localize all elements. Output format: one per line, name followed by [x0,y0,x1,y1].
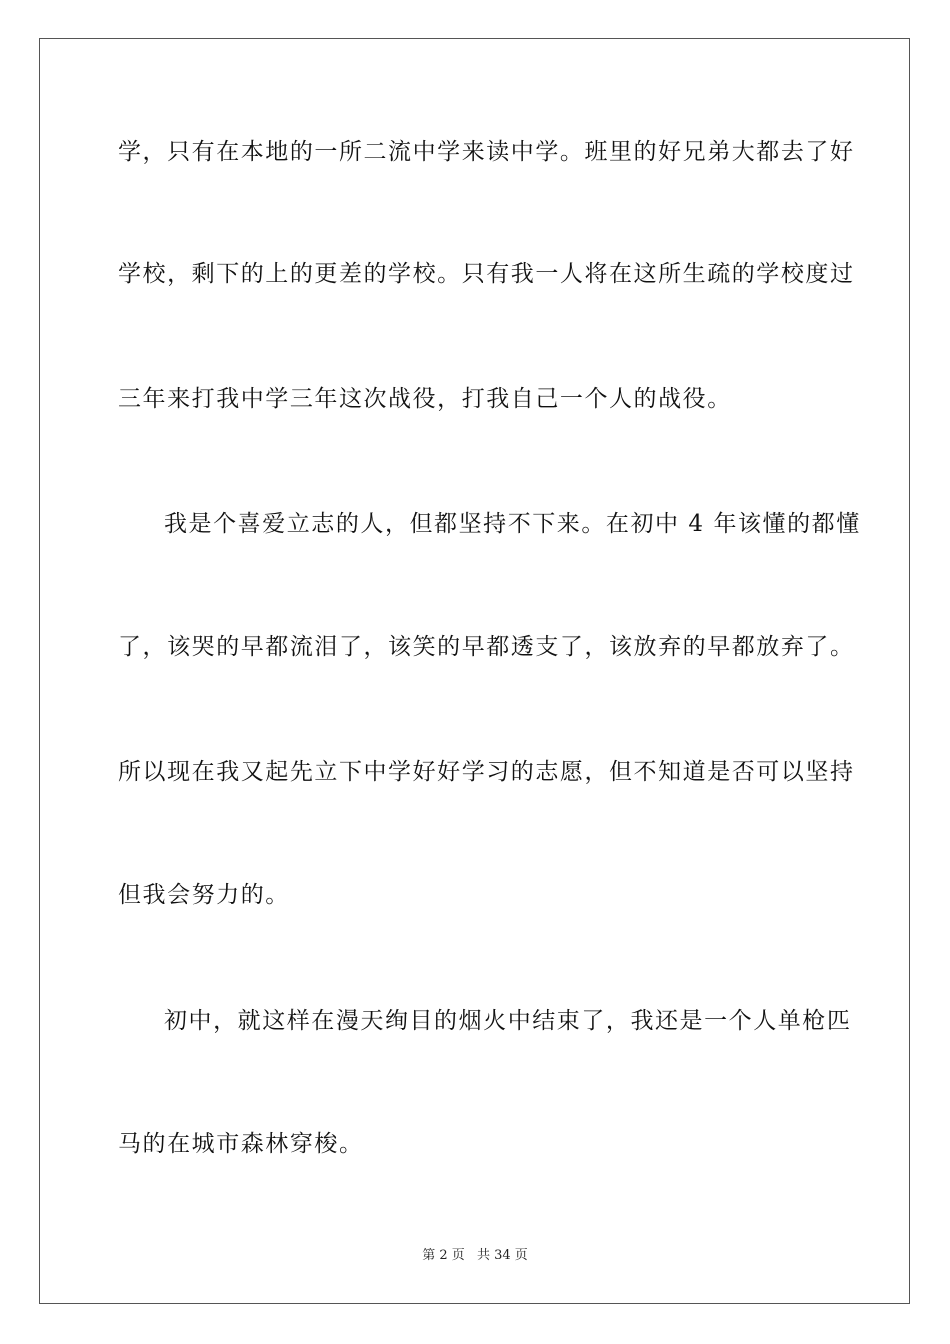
text-line-2: 学校，剩下的上的更差的学校。只有我一人将在这所生疏的学校度过 [118,261,855,287]
text-line-1: 学，只有在本地的一所二流中学来读中学。班里的好兄弟大都去了好 [118,139,855,165]
text-line-9: 马的在城市森林穿梭。 [118,1131,364,1157]
page-border [39,38,910,1304]
text-line-4: 我是个喜爱立志的人，但都坚持不下来。在初中 4 年该懂的都懂 [164,511,861,537]
text-line-5: 了，该哭的早都流泪了，该笑的早都透支了，该放弃的早都放弃了。 [118,634,855,660]
total-pages: 共 34 页 [476,1248,528,1263]
text-line-6: 所以现在我又起先立下中学好好学习的志愿，但不知道是否可以坚持 [118,759,855,785]
text-line-7: 但我会努力的。 [118,882,290,908]
text-line-8: 初中，就这样在漫天绚目的烟火中结束了，我还是一个人单枪匹 [164,1008,852,1034]
page-footer [0,1247,950,1265]
page-number: 第 2 页 [422,1248,465,1263]
text-line-3: 三年来打我中学三年这次战役，打我自己一个人的战役。 [118,386,732,412]
